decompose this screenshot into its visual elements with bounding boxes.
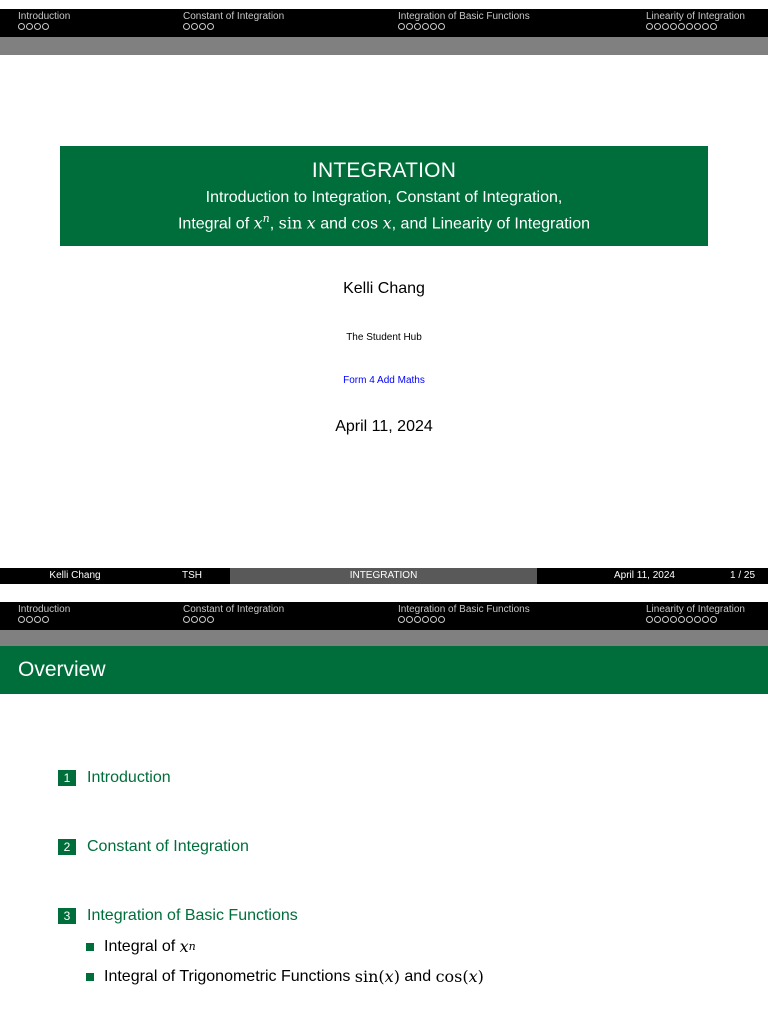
nav-header [0, 9, 768, 37]
nav-dots [646, 616, 745, 623]
overview-slide [0, 600, 768, 1024]
nav-dot-icon[interactable] [686, 616, 693, 623]
nav-dot-icon[interactable] [438, 616, 445, 623]
footer-date: April 11, 2024 [614, 570, 675, 581]
nav-dot-icon[interactable] [694, 23, 701, 30]
footer-title: INTEGRATION [230, 568, 537, 584]
nav-dot-icon[interactable] [678, 616, 685, 623]
nav-dot-icon[interactable] [646, 23, 653, 30]
nav-section-label: Integration of Basic Functions [398, 11, 530, 22]
nav-header [0, 602, 768, 630]
presentation-title: INTEGRATION [311, 159, 457, 182]
author-name: Kelli Chang [343, 280, 425, 297]
nav-dot-icon[interactable] [686, 23, 693, 30]
nav-section-label: Introduction [18, 604, 71, 615]
footer-institute: TSH [150, 568, 230, 584]
institute-name: The Student Hub [346, 332, 422, 343]
nav-dots [398, 23, 530, 30]
nav-dot-icon[interactable] [183, 616, 190, 623]
nav-dots [18, 616, 70, 623]
nav-section-label: Linearity of Integration [646, 11, 745, 22]
toc-label: Introduction [87, 769, 171, 786]
nav-dot-icon[interactable] [702, 616, 709, 623]
nav-section-label: Constant of Integration [183, 604, 285, 615]
toc-item-basic-functions[interactable] [58, 907, 298, 925]
math-x: x [179, 937, 189, 956]
footer-page-number: 1 / 25 [730, 570, 756, 581]
toc-item-introduction[interactable] [58, 769, 171, 787]
nav-dot-icon[interactable] [414, 23, 421, 30]
nav-dot-icon[interactable] [207, 23, 214, 30]
nav-dot-icon[interactable] [34, 23, 41, 30]
subtitle-tail: , and Linearity of Integration [391, 215, 591, 233]
nav-dot-icon[interactable] [26, 616, 33, 623]
subtitle-text: Integral of [177, 215, 250, 233]
nav-section-constant[interactable] [183, 11, 284, 30]
nav-dot-icon[interactable] [406, 616, 413, 623]
math-x: x [384, 967, 394, 986]
nav-dot-icon[interactable] [191, 23, 198, 30]
presentation-date: April 11, 2024 [335, 418, 433, 435]
math-sin: sin( [354, 967, 385, 986]
math-paren: ) [477, 967, 484, 986]
nav-dot-icon[interactable] [199, 616, 206, 623]
nav-dot-icon[interactable] [670, 23, 677, 30]
nav-band [0, 37, 768, 55]
toc-item-constant[interactable] [58, 838, 249, 856]
toc-subitem-integral-xn[interactable] [86, 937, 196, 956]
math-x: x [306, 213, 316, 233]
nav-dot-icon[interactable] [430, 616, 437, 623]
nav-dot-icon[interactable] [26, 23, 33, 30]
subitem-text: Integral of [104, 937, 176, 955]
math-sin: sin [278, 213, 303, 233]
nav-section-label: Linearity of Integration [646, 604, 745, 615]
footer-bar [0, 568, 768, 584]
math-paren: ) [393, 967, 400, 986]
nav-dot-icon[interactable] [710, 616, 717, 623]
toc-subitem-trig[interactable] [86, 967, 484, 986]
nav-section-basic-functions[interactable] [398, 11, 530, 30]
toc-label: Integration of Basic Functions [87, 907, 298, 924]
math-exponent-n: n [262, 212, 270, 225]
subitem-text: Integral of Trigonometric Functions [104, 967, 351, 985]
nav-dot-icon[interactable] [414, 616, 421, 623]
toc-number: 3 [58, 908, 76, 924]
subtitle-and: and [320, 215, 347, 233]
math-x: x [253, 213, 263, 233]
nav-dot-icon[interactable] [18, 616, 25, 623]
nav-dot-icon[interactable] [654, 616, 661, 623]
subtitle-comma: , [269, 215, 275, 233]
presentation-subtitle [60, 187, 708, 234]
nav-section-introduction[interactable] [18, 11, 70, 30]
nav-dot-icon[interactable] [654, 23, 661, 30]
math-cos: cos( [435, 967, 469, 986]
toc-label: Constant of Integration [87, 838, 249, 855]
nav-dot-icon[interactable] [18, 23, 25, 30]
nav-section-introduction[interactable] [18, 604, 70, 623]
nav-dot-icon[interactable] [662, 616, 669, 623]
toc-number: 2 [58, 839, 76, 855]
nav-section-linearity[interactable] [646, 604, 745, 623]
subitem-and: and [404, 967, 432, 985]
nav-dot-icon[interactable] [207, 616, 214, 623]
nav-dots [646, 23, 745, 30]
nav-dots [18, 23, 70, 30]
footer-date-page [537, 568, 768, 584]
nav-dot-icon[interactable] [42, 616, 49, 623]
nav-dot-icon[interactable] [183, 23, 190, 30]
nav-dot-icon[interactable] [662, 23, 669, 30]
nav-section-label: Constant of Integration [183, 11, 285, 22]
nav-section-constant[interactable] [183, 604, 284, 623]
nav-dot-icon[interactable] [430, 23, 437, 30]
square-bullet-icon [86, 973, 94, 981]
subtitle-line-1: Introduction to Integration, Constant of Integration, [205, 189, 563, 206]
nav-dot-icon[interactable] [678, 23, 685, 30]
nav-section-basic-functions[interactable] [398, 604, 530, 623]
nav-dots [398, 616, 530, 623]
nav-dot-icon[interactable] [406, 23, 413, 30]
nav-dot-icon[interactable] [422, 23, 429, 30]
toc-number: 1 [58, 770, 76, 786]
math-x: x [468, 967, 478, 986]
nav-dot-icon[interactable] [702, 23, 709, 30]
frame-title: Overview [0, 646, 768, 694]
nav-dot-icon[interactable] [199, 23, 206, 30]
nav-dot-icon[interactable] [438, 23, 445, 30]
nav-dots [183, 23, 284, 30]
nav-dot-icon[interactable] [710, 23, 717, 30]
nav-section-linearity[interactable] [646, 11, 745, 30]
nav-dot-icon[interactable] [670, 616, 677, 623]
nav-dots [183, 616, 284, 623]
nav-section-label: Introduction [18, 11, 71, 22]
title-block [60, 146, 708, 246]
nav-dot-icon[interactable] [422, 616, 429, 623]
math-x: x [382, 213, 392, 233]
nav-dot-icon[interactable] [694, 616, 701, 623]
square-bullet-icon [86, 943, 94, 951]
subtitle-line-2 [60, 208, 708, 234]
event-link[interactable]: Form 4 Add Maths [343, 375, 425, 386]
nav-dot-icon[interactable] [398, 616, 405, 623]
footer-author: Kelli Chang [0, 568, 150, 584]
nav-dot-icon[interactable] [398, 23, 405, 30]
math-cos: cos [351, 213, 379, 233]
nav-dot-icon[interactable] [34, 616, 41, 623]
nav-dot-icon[interactable] [42, 23, 49, 30]
nav-dot-icon[interactable] [191, 616, 198, 623]
nav-dot-icon[interactable] [646, 616, 653, 623]
nav-section-label: Integration of Basic Functions [398, 604, 530, 615]
math-exponent-n: n [188, 940, 196, 953]
